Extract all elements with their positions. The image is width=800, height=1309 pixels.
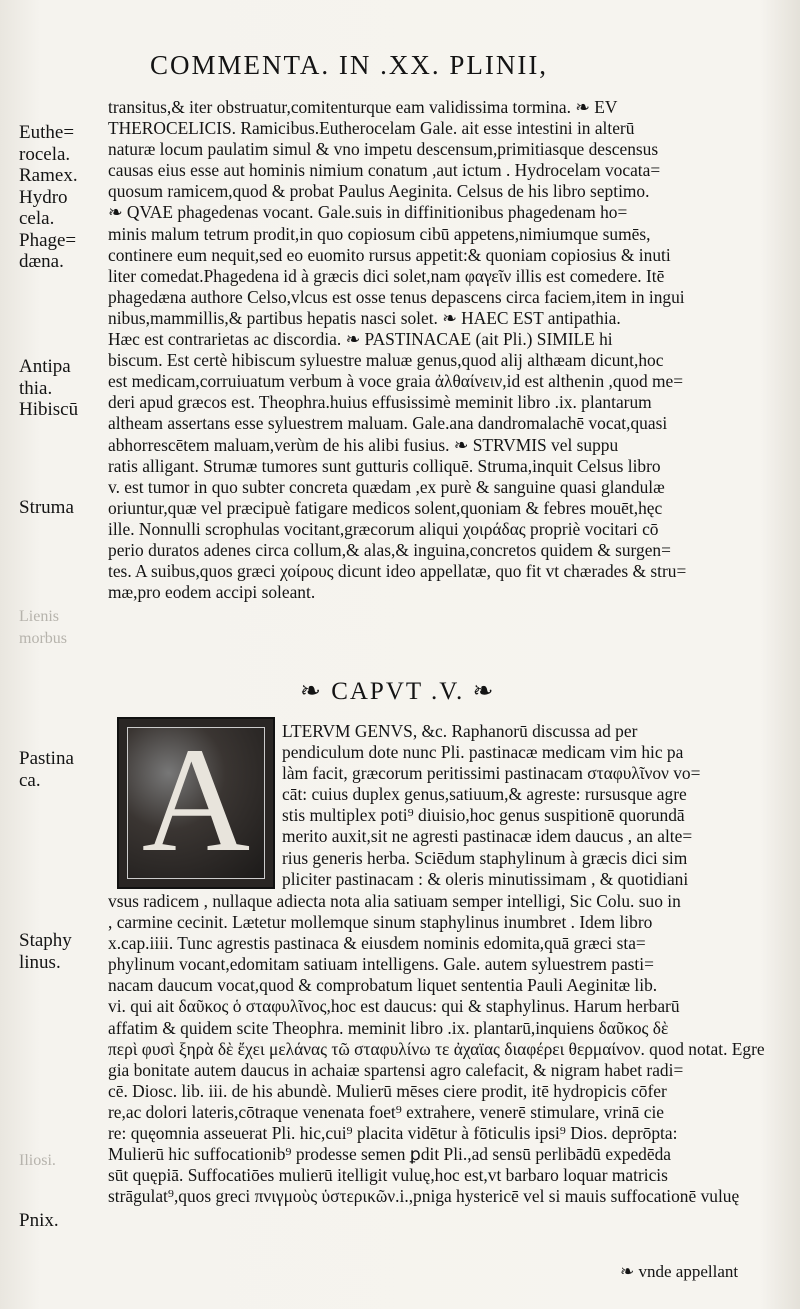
commentary-text-beside-initial	[282, 721, 772, 890]
text-line: phagedæna authore Celso,vlcus est osse tenus depascens circa faciem,item in ingui	[108, 286, 685, 307]
text-line: , carmine cecinit. Lætetur mollemque sinum staphylinus inumbret . Idem libro	[108, 912, 653, 933]
running-header	[150, 50, 750, 81]
text-line: vi. qui ait δαῦκος ὁ σταφυλῖνος,hoc est daucus: qui & staphylinus. Harum herbarū	[108, 996, 680, 1017]
margin-note: Staphy linus.	[19, 930, 72, 973]
text-line: vsus radicem , nullaque adiecta nota alia satiuam semper intelligi, Sic Colu. suo in	[108, 891, 681, 911]
text-line: biscum. Est certè hibiscum syluestre maluæ genus,quod alij althæam dicunt,hoc	[108, 350, 664, 371]
chapter-label: ❧ CAPVT .V. ❧	[300, 678, 496, 705]
margin-note: Euthe= rocela. Ramex. Hydro cela. Phage= dæna.	[19, 122, 78, 272]
text-line: oriuntur,quæ vel præcipuè fatigare medicos solent,quoniam & febres mouēt,hęc	[108, 497, 663, 518]
text-line: v. est tumor in quo subter concreta quædam ,ex purè & sanguine quasi glandulæ	[108, 476, 665, 497]
text-line: cē. Diosc. lib. iii. de his abundè. Mulierū mēses ciere prodit, itē hydropicis cōfer	[108, 1080, 667, 1101]
text-line: perio duratos adenes circa collum,& alas,& inguina,concretos quidem & surgen=	[108, 539, 671, 560]
text-line: phylinum vocant,edomitam satiuam intelligens. Gale. autem syluestrem pasti=	[108, 954, 654, 975]
text-line: est medicam,corruiuatum verbum à voce graia ἀλθαίνειν,id est althenin ,quod me=	[108, 371, 684, 392]
text-line: LTERVM GENVS, &c. Raphanorū discussa ad per	[282, 721, 638, 741]
text-line: minis malum tetrum prodit,in quo copiosum cibū appetens,nimiumque sumēs,	[108, 223, 651, 244]
text-line: Hæc est contrarietas ac discordia. ❧ PASTINACAE (ait Pli.) SIMILE hi	[108, 329, 613, 350]
text-line: THEROCELICIS. Ramicibus.Eutherocelam Gale. ait esse intestini in alterū	[108, 118, 635, 139]
text-line: deri apud græcos est. Theophra.huius effusissimè meminit libro .ix. plantarum	[108, 392, 652, 413]
text-line: naturæ locum paulatim simul & vno impetu descensum,primitiasque descensus	[108, 139, 659, 160]
text-line: περὶ φυσὶ ξηρὰ δὲ ἔχει μελάνας τῶ σταφυλίνω τε ἀχαϊας διαφέρει θερμαίνον. quod notat. Egre	[108, 1038, 765, 1059]
catchword: ❧ vnde appellant	[620, 1262, 739, 1281]
text-line: cāt: cuius duplex genus,satiuum,& agreste: rursusque agre	[282, 784, 687, 805]
text-line: continere eum nequit,sed eo euomito rursus appetit:& quoniam copiosius & inuti	[108, 244, 671, 265]
text-line: x.cap.iiii. Tunc agrestis pastinaca & eiusdem nominis edomita,quā græci sta=	[108, 933, 646, 954]
page-title: COMMENTA. IN .XX. PLINII,	[150, 50, 549, 80]
text-line: pendiculum dote nunc Pli. pastinacæ medicam vim hic pa	[282, 742, 684, 763]
text-line: abhorrescētem maluam,verùm de his alibi fusius. ❧ STRVMIS vel suppu	[108, 434, 619, 455]
text-line: affatim & quidem scite Theophra. meminit libro .ix. plantarū,inquiens δαῦκος δὲ	[108, 1017, 669, 1038]
margin-note: Pastina ca.	[19, 748, 74, 791]
text-line: mæ,pro eodem accipi soleant.	[108, 582, 316, 603]
initial-letter: A	[141, 717, 251, 883]
margin-notes	[0, 0, 100, 1309]
margin-note: Antipa thia. Hibiscū	[19, 356, 79, 420]
text-line: rius generis herba. Sciēdum staphylinum à græcis dici sim	[282, 847, 688, 868]
text-line: stis multiplex poti⁹ diuisio,hoc genus suspitionē quorundā	[282, 805, 685, 826]
text-line: nibus,mammillis,& partibus hepatis nasci solet. ❧ HAEC EST antipathia.	[108, 307, 621, 328]
margin-note: Struma	[19, 497, 74, 518]
text-line: Mulierū hic suffocationib⁹ prodesse semen ꝑdit Pli.,ad sensū perlibādū expedēda	[108, 1144, 672, 1165]
chapter-heading	[300, 676, 600, 706]
text-line: merito auxit,sit ne agresti pastinacæ idem daucus , an alte=	[282, 826, 693, 847]
text-line: ratis alligant. Strumæ tumores sunt gutturis colliquē. Struma,inquit Celsus libro	[108, 455, 661, 476]
margin-note: Pnix.	[19, 1210, 59, 1231]
text-line: altheam assertans esse syluestrem maluam. Gale.ana dandromalachē vocat,quasi	[108, 413, 668, 434]
woodcut-initial	[117, 717, 275, 889]
text-line: ille. Nonnulli scrophulas vocitant,græcorum aliqui χοιράδας propriè vocitari cō	[108, 518, 659, 539]
text-line: strāgulat⁹,quos greci πνιγμοὺς ὑστερικῶν.i.,pniga hystericē vel si mauis suffocationē vuluę	[108, 1186, 740, 1207]
text-line: sūt quępiā. Suffocatiōes mulierū itelligit vuluę,hoc est,vt barbaro loquar matricis	[108, 1165, 668, 1186]
margin-note-showthrough: Lienis morbus	[19, 608, 67, 647]
text-line: liter comedat.Phagedena id à græcis dici solet,nam φαγεῖν illis est comedere. Itē	[108, 265, 665, 286]
margin-note-showthrough: Iliosi.	[19, 1152, 56, 1169]
text-line: quosum ramicem,quod & probat Paulus Aeginita. Celsus de his libro septimo.	[108, 181, 650, 202]
text-line: ❧ QVAE phagedenas vocant. Gale.suis in diffinitionibus phagedenam ho=	[108, 202, 628, 223]
text-line: causas eius esse aut hominis nimium conatum ,aut ictum . Hydrocelam vocata=	[108, 160, 661, 181]
text-line: re: quęomnia asseuerat Pli. hic,cui⁹ placita vidētur à fōticulis ipsi⁹ Dios. deprōpta:	[108, 1123, 678, 1144]
text-line: transitus,& iter obstruatur,comitenturque eam validissima tormina. ❧ EV	[108, 97, 618, 117]
commentary-text-bottom	[108, 891, 773, 1207]
text-line: làm facit, græcorum peritissimi pastinacam σταφυλῖνον vo=	[282, 763, 701, 784]
text-line: tes. A suibus,quos græci χοίρους dicunt ideo appellatæ, quo fit vt chærades & stru=	[108, 561, 687, 582]
text-line: re,ac dolori lateris,cōtraque venenata foet⁹ extrahere, venerē stimulare, vrinā cie	[108, 1101, 664, 1122]
text-line: pliciter pastinacam : & oleris minutissimam , & quotidiani	[282, 868, 689, 889]
text-line: gia bonitate autem daucus in achaiæ spartensi agro calefacit, & nigram habet radi=	[108, 1059, 684, 1080]
commentary-text-top	[108, 97, 773, 603]
text-line: nacam daucum vocat,quod & comprobatum liquet sententia Pauli Aeginitæ lib.	[108, 975, 658, 996]
